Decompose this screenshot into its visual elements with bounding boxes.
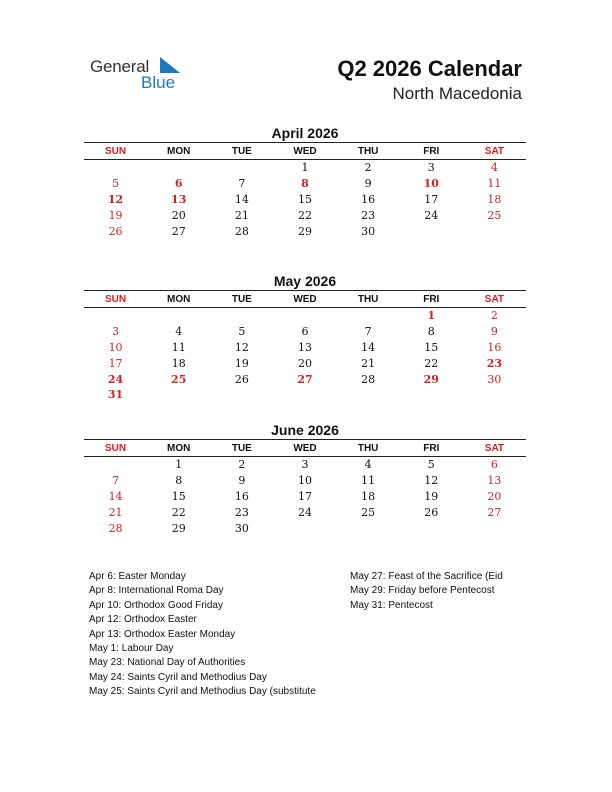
day-cell: 4: [364, 458, 372, 472]
day-cell: 17: [108, 356, 123, 370]
day-cell: 14: [108, 489, 123, 503]
day-cell: 9: [364, 177, 372, 191]
month-calendar: [84, 421, 526, 536]
day-cell: 10: [297, 474, 312, 488]
day-cell: 29: [171, 521, 186, 535]
day-cell: 27: [171, 224, 186, 238]
brand-logo: [90, 57, 190, 93]
weekday-label: THU: [357, 442, 379, 454]
day-cell: 30: [487, 372, 502, 386]
day-cell: 13: [297, 340, 312, 354]
weekday-label: THU: [357, 293, 379, 305]
day-cell: 6: [301, 325, 309, 339]
day-cell: 31: [107, 388, 124, 402]
logo-blue-text: Blue: [141, 73, 176, 92]
weekday-label: SAT: [484, 442, 505, 454]
holiday-item: Apr 12: Orthodox Easter: [89, 614, 197, 626]
day-cell: 17: [297, 489, 312, 503]
holiday-item: May 1: Labour Day: [89, 642, 174, 654]
week-row: [84, 489, 526, 505]
day-cell: 1: [427, 309, 436, 323]
weekday-label: FRI: [423, 145, 440, 157]
day-cell: 15: [171, 489, 186, 503]
holiday-item: May 29: Friday before Pentecost: [350, 585, 495, 597]
day-cell: 21: [108, 505, 123, 519]
day-cell: 23: [361, 208, 376, 222]
holiday-item: Apr 13: Orthodox Easter Monday: [89, 628, 236, 640]
day-cell: 2: [238, 458, 246, 472]
month-title: June 2026: [271, 422, 339, 438]
day-cell: 1: [175, 458, 183, 472]
week-row: [84, 308, 526, 324]
day-cell: 7: [364, 325, 372, 339]
weekday-label: SUN: [105, 442, 127, 454]
day-cell: 2: [364, 161, 372, 175]
day-cell: 24: [297, 505, 312, 519]
day-cell: 15: [297, 192, 312, 206]
day-cell: 6: [490, 458, 498, 472]
holiday-item: May 23: National Day of Authorities: [89, 657, 246, 669]
day-cell: 21: [234, 208, 249, 222]
day-cell: 22: [297, 208, 312, 222]
day-cell: 18: [487, 192, 502, 206]
day-cell: 12: [107, 192, 124, 206]
day-cell: 5: [112, 177, 120, 191]
day-cell: 4: [490, 161, 498, 175]
day-cell: 28: [108, 521, 123, 535]
day-cell: 30: [361, 224, 376, 238]
weekday-label: TUE: [231, 293, 252, 305]
day-cell: 27: [297, 372, 313, 386]
logo-general-text: General: [90, 57, 150, 76]
day-cell: 19: [108, 208, 123, 222]
week-row: [84, 457, 526, 473]
holiday-item: May 25: Saints Cyril and Methodius Day (substitute: [89, 686, 316, 698]
day-cell: 13: [487, 474, 502, 488]
day-cell: 26: [234, 372, 249, 386]
day-cell: 30: [234, 521, 249, 535]
day-cell: 3: [301, 458, 309, 472]
day-cell: 18: [171, 356, 186, 370]
day-cell: 9: [238, 474, 246, 488]
day-cell: 19: [424, 489, 439, 503]
week-row: [84, 473, 526, 489]
day-cell: 18: [361, 489, 376, 503]
day-cell: 4: [175, 325, 183, 339]
weekday-label: SUN: [105, 293, 127, 305]
page-title: Q2 2026 Calendar: [337, 56, 522, 81]
day-cell: 20: [171, 208, 186, 222]
weekday-label: MON: [167, 145, 191, 157]
holiday-item: Apr 8: International Roma Day: [89, 585, 224, 597]
day-cell: 22: [171, 505, 186, 519]
week-row: [84, 223, 526, 239]
day-cell: 16: [487, 340, 502, 354]
weekday-label: MON: [167, 293, 191, 305]
weekday-label: FRI: [423, 293, 440, 305]
holiday-item: May 31: Pentecost: [350, 599, 433, 611]
holiday-list-column-1: [89, 570, 344, 700]
weekday-label: SAT: [484, 293, 505, 305]
day-cell: 8: [301, 177, 309, 191]
day-cell: 12: [234, 340, 249, 354]
day-cell: 3: [112, 325, 120, 339]
day-cell: 5: [427, 458, 435, 472]
day-cell: 12: [424, 474, 439, 488]
day-cell: 10: [423, 177, 439, 191]
month-calendar: [84, 272, 526, 403]
day-cell: 22: [424, 356, 439, 370]
weekday-label: SAT: [484, 145, 505, 157]
week-row: [84, 355, 526, 371]
weekday-label: WED: [293, 145, 317, 157]
day-cell: 9: [490, 325, 498, 339]
day-cell: 10: [108, 340, 123, 354]
day-cell: 17: [424, 192, 439, 206]
week-row: [84, 324, 526, 340]
weekday-label: WED: [293, 293, 317, 305]
weekday-label: MON: [167, 442, 191, 454]
day-cell: 23: [486, 356, 503, 370]
month-title: April 2026: [271, 125, 339, 141]
month-calendar: [84, 124, 526, 239]
week-row: [84, 371, 526, 387]
day-cell: 11: [487, 177, 502, 191]
weekday-label: FRI: [423, 442, 440, 454]
holiday-item: Apr 10: Orthodox Good Friday: [89, 599, 223, 611]
page-subtitle: North Macedonia: [392, 84, 522, 103]
day-cell: 15: [424, 340, 439, 354]
weekday-header: [84, 142, 526, 160]
day-cell: 29: [423, 372, 439, 386]
week-row: [84, 504, 526, 520]
day-cell: 11: [171, 340, 186, 354]
weekday-label: SUN: [105, 145, 127, 157]
day-cell: 8: [175, 474, 183, 488]
day-cell: 1: [301, 161, 309, 175]
day-cell: 16: [361, 192, 376, 206]
day-cell: 19: [234, 356, 249, 370]
weekday-label: THU: [357, 145, 379, 157]
day-cell: 26: [108, 224, 123, 238]
week-row: [84, 340, 526, 356]
day-cell: 3: [427, 161, 435, 175]
day-cell: 25: [361, 505, 376, 519]
weekday-label: WED: [293, 442, 317, 454]
day-cell: 24: [424, 208, 439, 222]
day-cell: 28: [361, 372, 376, 386]
day-cell: 21: [361, 356, 376, 370]
day-cell: 13: [171, 192, 187, 206]
holiday-item: May 24: Saints Cyril and Methodius Day: [89, 671, 267, 683]
day-cell: 6: [174, 177, 183, 191]
day-cell: 20: [487, 489, 502, 503]
day-cell: 2: [490, 309, 498, 323]
day-cell: 26: [424, 505, 439, 519]
day-cell: 24: [107, 372, 124, 386]
day-cell: 14: [234, 192, 249, 206]
day-cell: 29: [297, 224, 312, 238]
day-cell: 7: [238, 177, 246, 191]
weekday-header: [84, 290, 526, 308]
logo-triangle-icon: [160, 57, 182, 73]
day-cell: 14: [361, 340, 376, 354]
weekday-label: TUE: [231, 442, 252, 454]
weekday-header: [84, 439, 526, 457]
day-cell: 28: [234, 224, 249, 238]
weekday-label: TUE: [231, 145, 252, 157]
day-cell: 20: [297, 356, 312, 370]
week-row: [84, 160, 526, 176]
month-title: May 2026: [273, 273, 337, 289]
day-cell: 5: [238, 325, 246, 339]
day-cell: 25: [171, 372, 187, 386]
week-row: [84, 176, 526, 192]
day-cell: 23: [234, 505, 249, 519]
holiday-list-column-2: [350, 570, 526, 613]
day-cell: 27: [487, 505, 502, 519]
holiday-item: Apr 6: Easter Monday: [89, 571, 186, 582]
day-cell: 25: [487, 208, 502, 222]
week-row: [84, 387, 526, 403]
day-cell: 16: [234, 489, 249, 503]
day-cell: 7: [112, 474, 120, 488]
week-row: [84, 192, 526, 208]
week-row: [84, 207, 526, 223]
day-cell: 11: [361, 474, 376, 488]
day-cell: 8: [427, 325, 435, 339]
week-row: [84, 520, 526, 536]
holiday-item: May 27: Feast of the Sacrifice (Eid: [350, 571, 503, 582]
